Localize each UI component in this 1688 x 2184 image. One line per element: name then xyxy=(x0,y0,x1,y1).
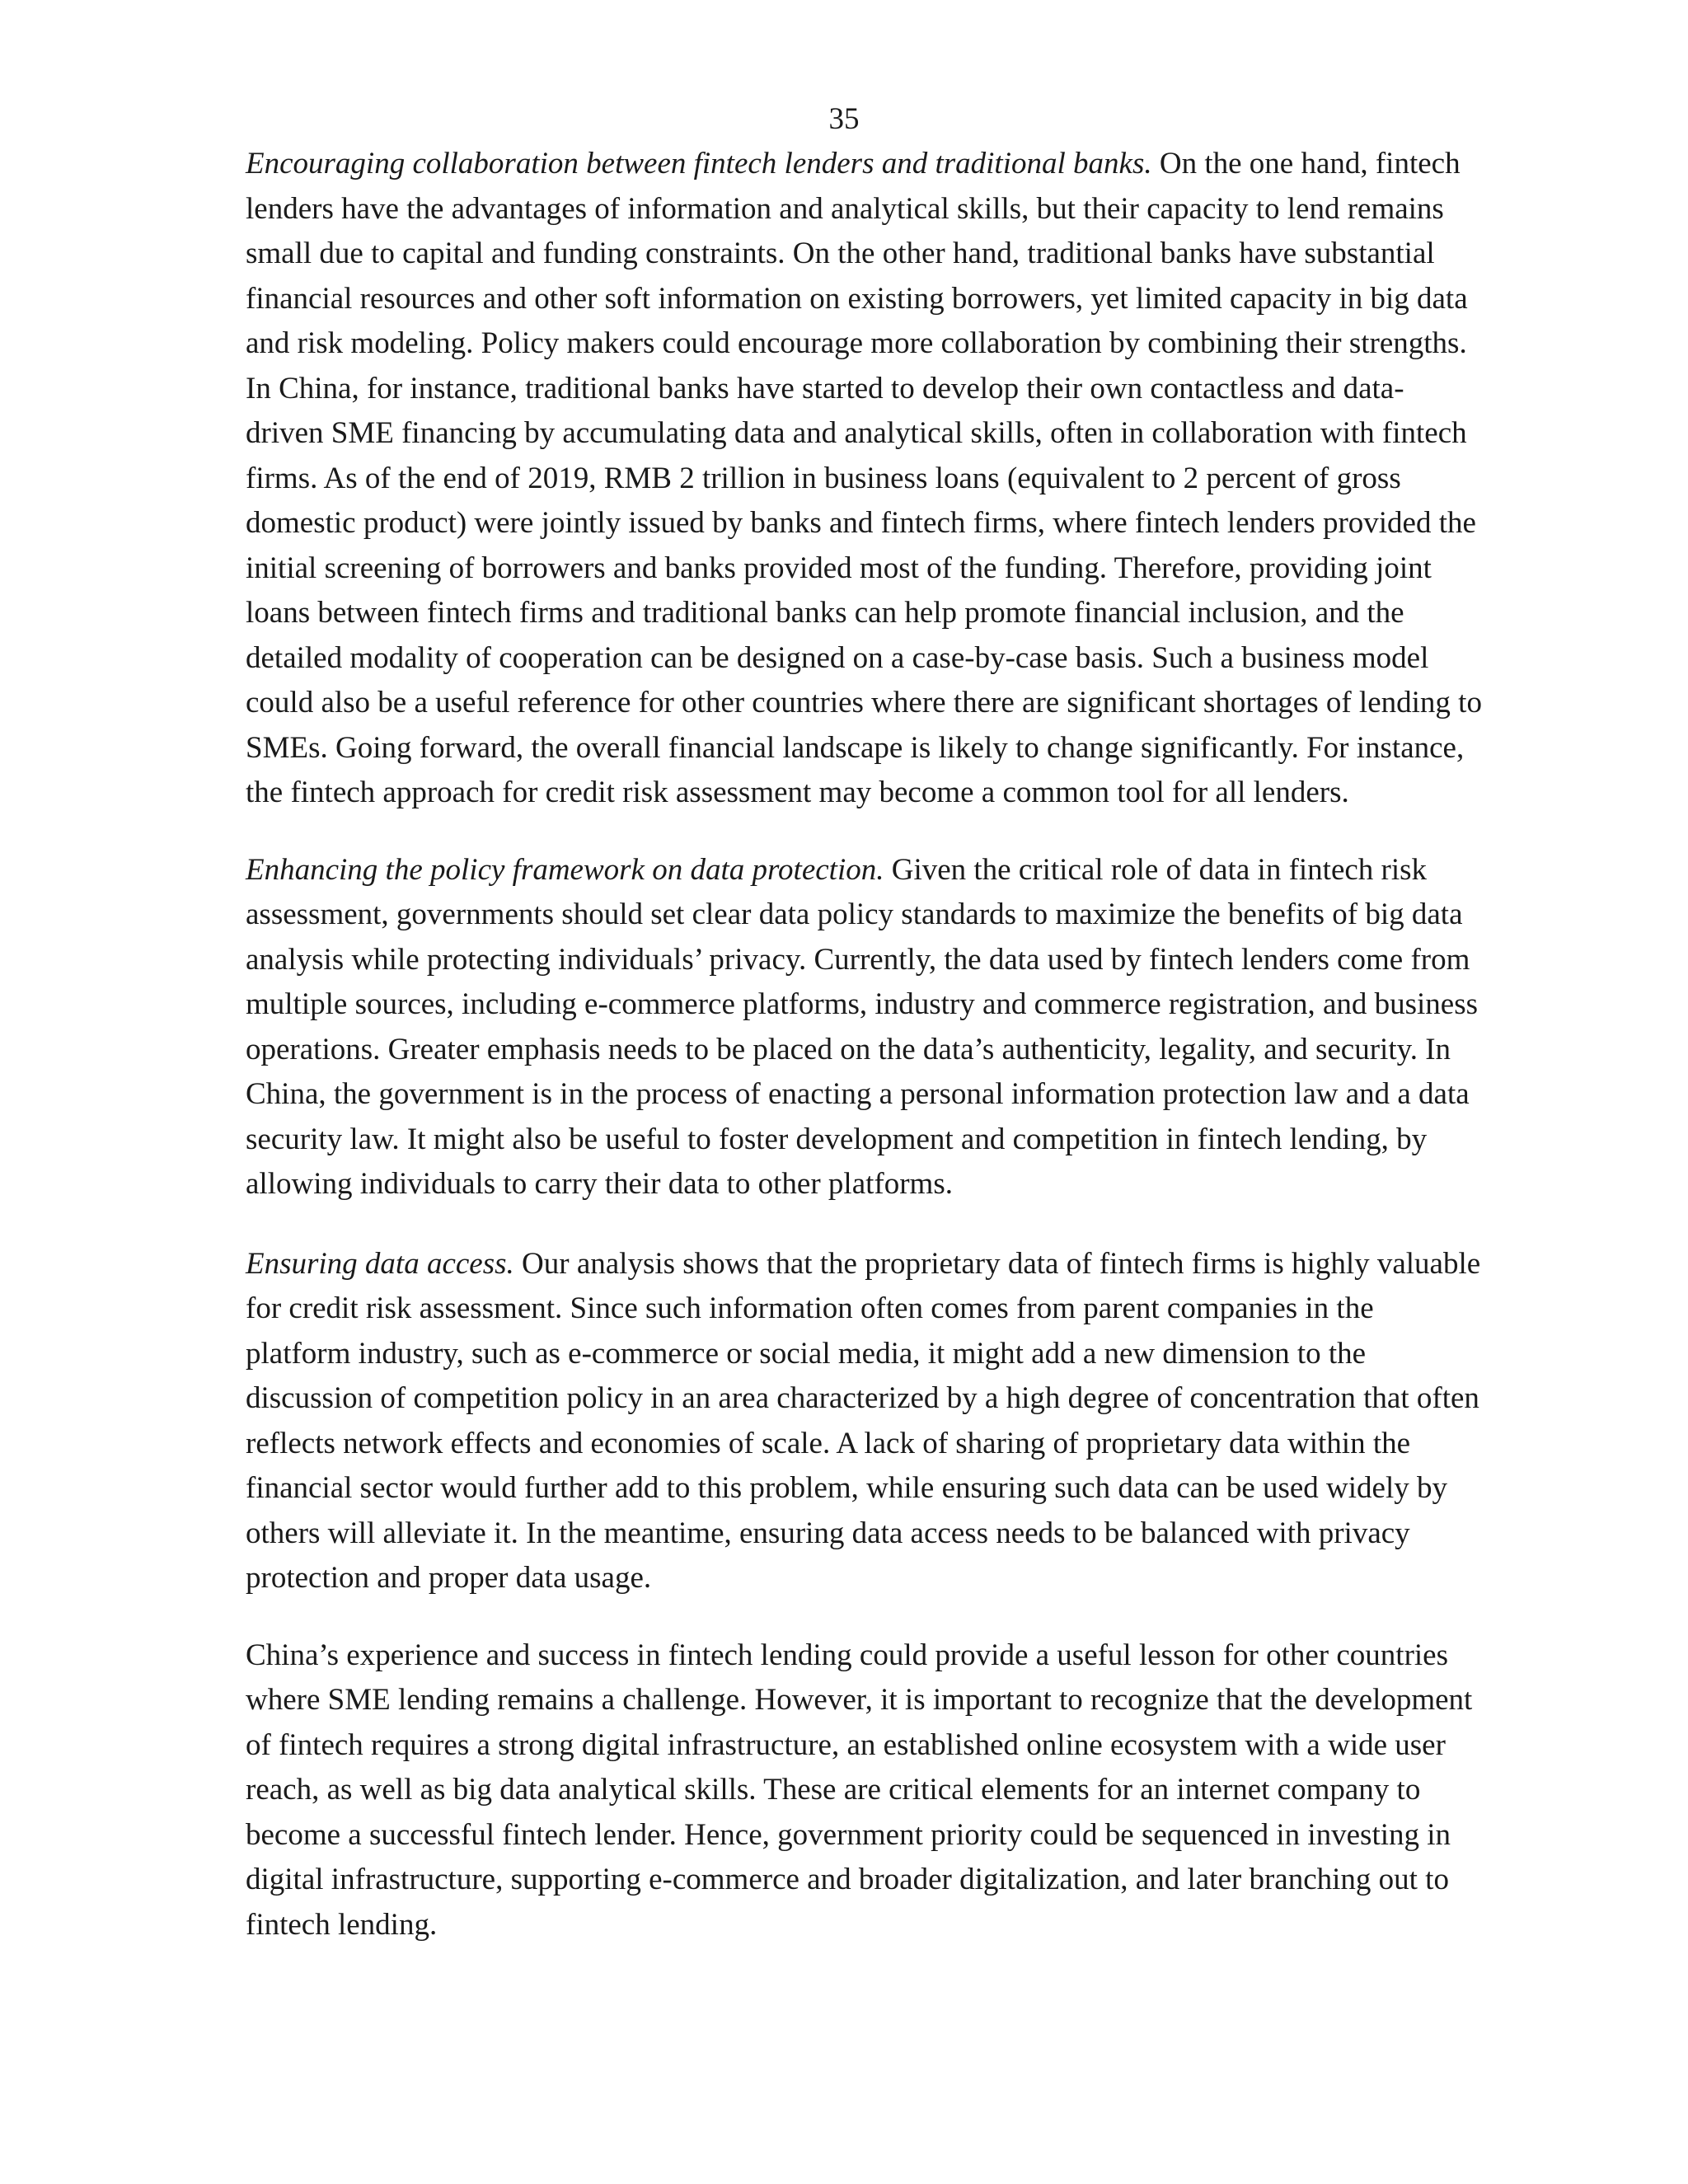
paragraph-body-data-protection: Given the critical role of data in fintech risk assessment, governments should set clear data policy standards to maximize the benefits of big data analysis while protecting individuals’ privacy. Currently, the data used by fintech lenders come from multiple sources, including e-commerce platforms, industry and commerce registration, and business operations. Greater emphasis needs to be placed on the data’s authenticity, legality, and security. In China, the government is in the process of enacting a personal information protection law and a data security law. It might also be useful to foster development and competition in fintech lending, by allowing individuals to carry their data to other platforms. xyxy=(246,852,1479,1201)
page-number: 35 xyxy=(828,102,860,136)
paragraph-body-data-access: Our analysis shows that the proprietary data of fintech firms is highly valuable for credit risk assessment. Since such information often comes from parent companies in the platform industry, such as e-commerce or social media, it might add a new dimension to the discussion of competition policy in an area characterized by a high degree of concentration that often reflects network effects and economies of scale. A lack of sharing of proprietary data within the financial sector would further add to this problem, while ensuring such data can be used widely by others will alleviate it. In the meantime, ensuring data access needs to be balanced with privacy protection and proper data usage. xyxy=(246,1246,1481,1595)
paragraph-lead-data-protection: Enhancing the policy framework on data protection. xyxy=(246,852,884,887)
paragraph-lead-collaboration: Encouraging collaboration between fintech lenders and traditional banks. xyxy=(246,147,1152,180)
paragraph-lead-data-access: Ensuring data access. xyxy=(246,1246,514,1281)
paragraph-data-access xyxy=(246,1242,1482,1601)
paragraph-conclusion xyxy=(246,1633,1482,1948)
document-body xyxy=(246,142,1482,1980)
paragraph-data-protection xyxy=(246,848,1482,1207)
paragraph-collaboration xyxy=(246,142,1482,816)
paragraph-body-collaboration: On the one hand, fintech lenders have the advantages of information and analytical skills, but their capacity to lend remains small due to capital and funding constraints. On the other hand, traditional banks have substantial financial resources and other soft information on existing borrowers, yet limited capacity in big data and risk modeling. Policy makers could encourage more collaboration by combining their strengths. In China, for instance, traditional banks have started to develop their own contactless and data-driven SME financing by accumulating data and analytical skills, often in collaboration with fintech firms. As of the end of 2019, RMB 2 trillion in business loans (equivalent to 2 percent of gross domestic product) were jointly issued by banks and fintech firms, where fintech lenders provided the initial screening of borrowers and banks provided most of the funding. Therefore, providing joint loans between fintech firms and traditional banks can help promote financial inclusion, and the detailed modality of cooperation can be designed on a case-by-case basis. Such a business model could also be a useful reference for other countries where there are significant shortages of lending to SMEs. Going forward, the overall financial landscape is likely to change significantly. For instance, the fintech approach for credit risk assessment may become a common tool for all lenders. xyxy=(246,147,1482,809)
paragraph-body-conclusion: China’s experience and success in fintech lending could provide a useful lesson for other countries where SME lending remains a challenge. However, it is important to recognize that the development of fintech requires a strong digital infrastructure, an established online ecosystem with a wide user reach, as well as big data analytical skills. These are critical elements for an internet company to become a successful fintech lender. Hence, government priority could be sequenced in investing in digital infrastructure, supporting e-commerce and broader digitalization, and later branching out to fintech lending. xyxy=(246,1638,1473,1942)
